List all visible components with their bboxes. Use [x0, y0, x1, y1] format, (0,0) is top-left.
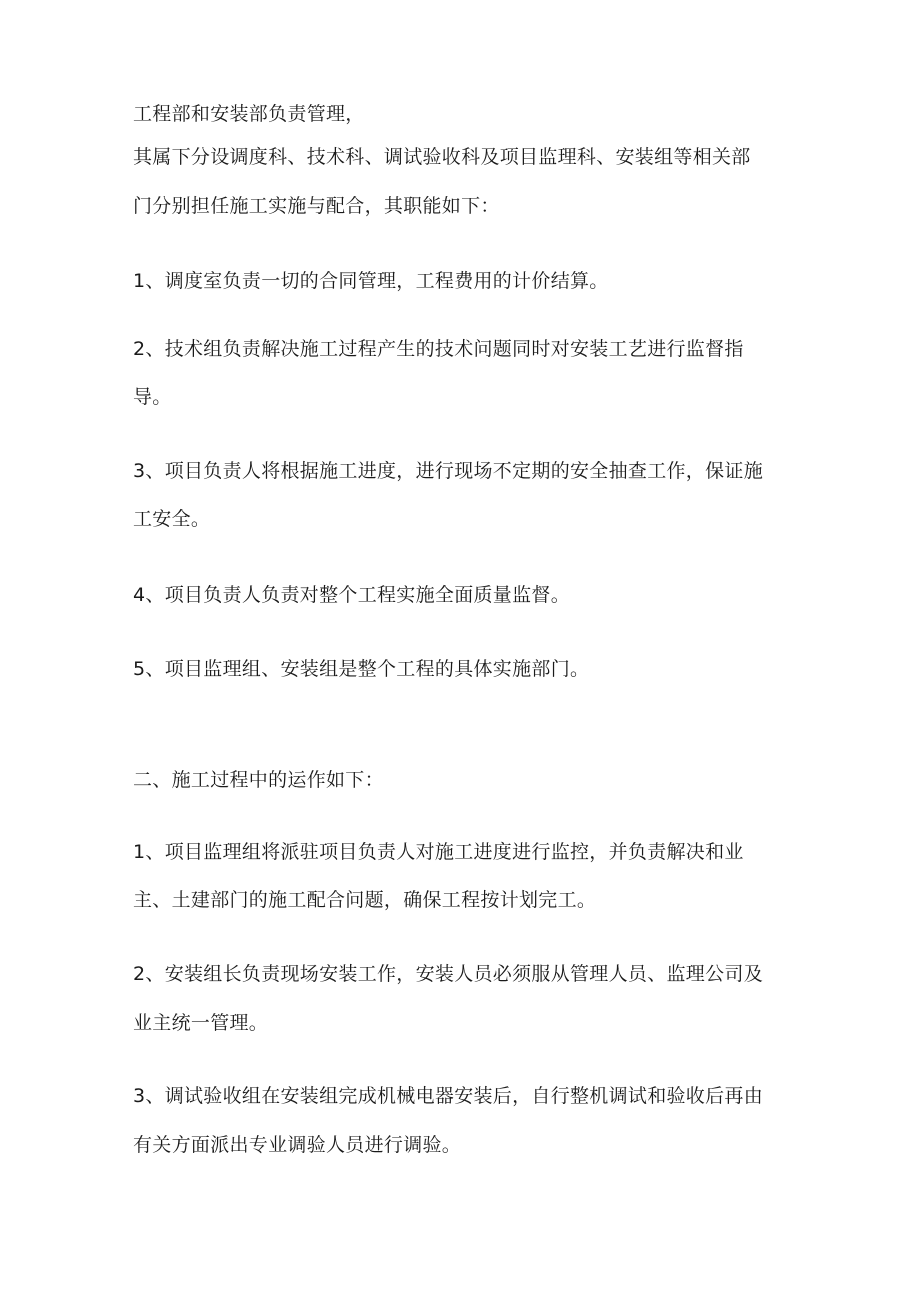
intro-line-2: 其属下分设调度科、技术科、调试验收科及项目监理科、安装组等相关部	[133, 146, 751, 168]
intro-line-1: 工程部和安装部负责管理，	[133, 103, 365, 125]
duty-2-line-2: 导。	[133, 386, 172, 408]
section2-item-1-line-2: 主、土建部门的施工配合问题，确保工程按计划完工。	[133, 889, 597, 911]
section2-heading: 二、施工过程中的运作如下：	[133, 769, 384, 791]
section2-item-3-line-2: 有关方面派出专业调验人员进行调验。	[133, 1134, 462, 1156]
duty-3-line-1: 3、项目负责人将根据施工进度，进行现场不定期的安全抽查工作，保证施	[133, 460, 763, 482]
duty-3-line-2: 工安全。	[133, 508, 211, 530]
section2-item-2-line-2: 业主统一管理。	[133, 1012, 269, 1034]
duty-4-line-1: 4、项目负责人负责对整个工程实施全面质量监督。	[133, 584, 570, 606]
section2-item-3-line-1: 3、调试验收组在安装组完成机械电器安装后，自行整机调试和验收后再由	[133, 1085, 763, 1107]
duty-5-line-1: 5、项目监理组、安装组是整个工程的具体实施部门。	[133, 658, 590, 680]
duty-1-line-1: 1、调度室负责一切的合同管理，工程费用的计价结算。	[133, 270, 609, 292]
intro-line-3: 门分别担任施工实施与配合，其职能如下：	[133, 195, 500, 217]
section2-item-2-line-1: 2、安装组长负责现场安装工作，安装人员必须服从管理人员、监理公司及	[133, 963, 763, 985]
section2-item-1-line-1: 1、项目监理组将派驻项目负责人对施工进度进行监控，并负责解决和业	[133, 841, 744, 863]
duty-2-line-1: 2、技术组负责解决施工过程产生的技术问题同时对安装工艺进行监督指	[133, 338, 744, 360]
